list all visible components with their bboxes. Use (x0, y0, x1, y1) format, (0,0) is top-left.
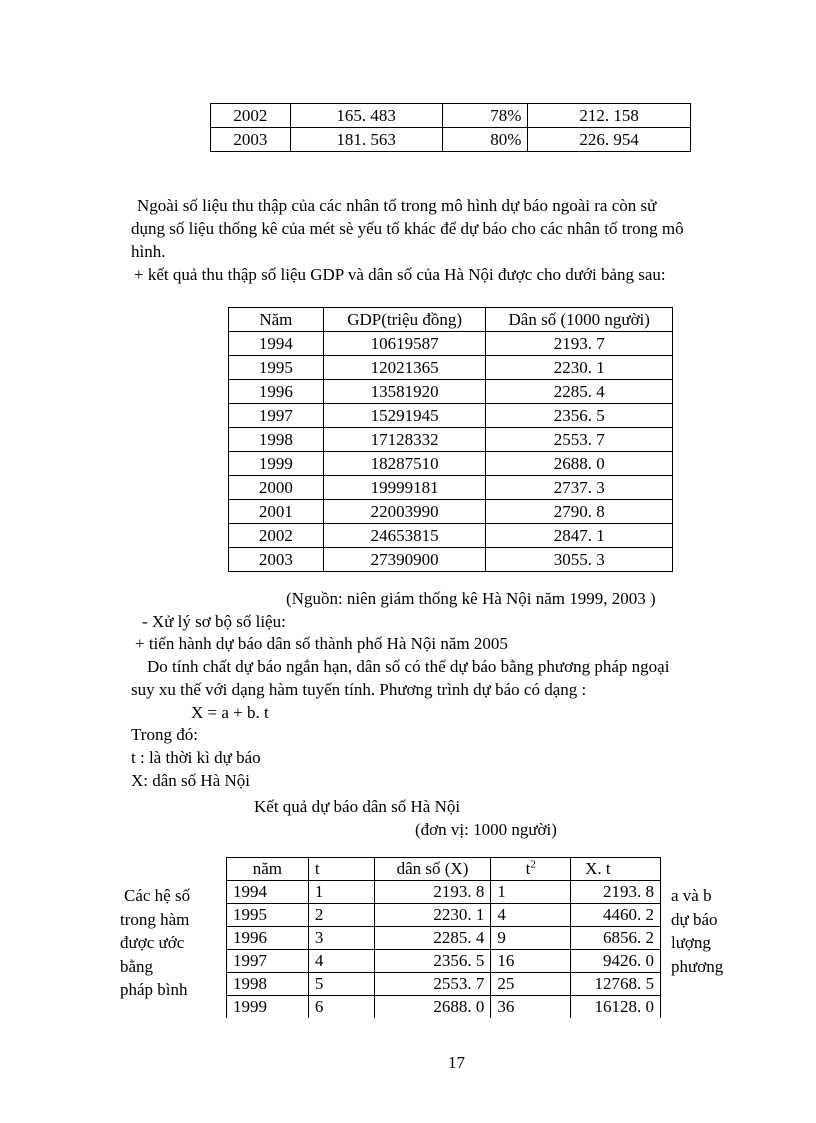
table-row (227, 927, 661, 950)
column-header: Năm (229, 308, 324, 332)
table-cell: 2737. 3 (486, 476, 673, 500)
gdp-table (228, 307, 673, 572)
forecast-table (226, 857, 661, 1018)
table-cell: 2285. 4 (486, 380, 673, 404)
table-cell: 212. 158 (528, 104, 691, 128)
table-cell: 1997 (227, 950, 309, 973)
table-cell: 1995 (227, 904, 309, 927)
table-cell: 2688. 0 (374, 996, 491, 1019)
side-line: được ước (120, 933, 185, 952)
table-cell: 1998 (229, 428, 324, 452)
text-line: + tiến hành dự báo dân số thành phố Hà Nội năm 2005 (135, 634, 508, 653)
table-row (229, 476, 673, 500)
column-header (491, 858, 571, 881)
table-cell: 10619587 (323, 332, 486, 356)
table-row (229, 332, 673, 356)
table-row (229, 380, 673, 404)
paragraph-line: Ngoài số liệu thu thập của các nhân tố trong mô hình dự báo ngoài ra còn sử (137, 196, 657, 215)
table-cell: 4460. 2 (571, 904, 661, 927)
table-cell: 2003 (229, 548, 324, 572)
text-line: t : là thời kì dự báo (131, 748, 261, 767)
table-cell: 1996 (229, 380, 324, 404)
t-squared-base: t (525, 859, 531, 878)
table-cell: 13581920 (323, 380, 486, 404)
table-cell: 2000 (229, 476, 324, 500)
side-line: a và b (671, 886, 712, 905)
table-cell: 6 (308, 996, 374, 1019)
table-row (229, 548, 673, 572)
table-cell: 17128332 (323, 428, 486, 452)
table-cell: 1998 (227, 973, 309, 996)
table-cell: 2285. 4 (374, 927, 491, 950)
table-cell: 9426. 0 (571, 950, 661, 973)
side-line: trong hàm (120, 909, 190, 929)
column-header: năm (227, 858, 309, 881)
table-cell: 2356. 5 (486, 404, 673, 428)
table-cell: 1 (308, 881, 374, 904)
table-cell: 2847. 1 (486, 524, 673, 548)
table-cell: 2553. 7 (374, 973, 491, 996)
table-row (227, 973, 661, 996)
column-header: t (308, 858, 374, 881)
table-cell: 2230. 1 (374, 904, 491, 927)
table-row (229, 524, 673, 548)
table-cell: 15291945 (323, 404, 486, 428)
table-row (227, 904, 661, 927)
table-cell: 1996 (227, 927, 309, 950)
table-cell: 2002 (211, 104, 291, 128)
table-row (229, 452, 673, 476)
table-row (229, 500, 673, 524)
table-cell: 1994 (227, 881, 309, 904)
table-row (227, 996, 661, 1019)
table-cell: 2193. 7 (486, 332, 673, 356)
table-cell: 1995 (229, 356, 324, 380)
table-cell: 19999181 (323, 476, 486, 500)
right-side-text (671, 884, 723, 978)
table-cell: 2001 (229, 500, 324, 524)
table-cell: 78% (442, 104, 528, 128)
table-cell: 16128. 0 (571, 996, 661, 1019)
table-row (211, 104, 691, 128)
table-cell: 27390900 (323, 548, 486, 572)
table-row (211, 128, 691, 152)
table-cell: 24653815 (323, 524, 486, 548)
column-header: Dân số (1000 người) (486, 308, 673, 332)
table-cell: 4 (491, 904, 571, 927)
side-line: bằng (120, 956, 154, 976)
equation: X = a + b. t (191, 703, 269, 722)
table-cell: 22003990 (323, 500, 486, 524)
table-cell: 12768. 5 (571, 973, 661, 996)
table-cell: 2193. 8 (571, 881, 661, 904)
table-cell: 2193. 8 (374, 881, 491, 904)
forecast-title: Kết quả dự báo dân số Hà Nội (254, 797, 461, 816)
side-line: phương (671, 956, 724, 976)
forecast-unit: (đơn vị: 1000 người) (415, 820, 557, 839)
paragraph-line: + kết quả thu thập số liệu GDP và dân số của Hà Nội được cho dưới bảng sau: (134, 265, 666, 284)
table-cell: 2790. 8 (486, 500, 673, 524)
table-header-row (227, 858, 661, 881)
text-line: Trong đó: (131, 725, 198, 744)
table-cell: 80% (442, 128, 528, 152)
table-cell: 36 (491, 996, 571, 1019)
table-cell: 16 (491, 950, 571, 973)
table-cell: 1999 (227, 996, 309, 1019)
table-header-row (229, 308, 673, 332)
table-cell: 6856. 2 (571, 927, 661, 950)
left-side-text (120, 884, 191, 1002)
page-number: 17 (448, 1053, 465, 1072)
table-row (229, 404, 673, 428)
side-line: pháp bình (120, 980, 188, 999)
table-cell: 181. 563 (290, 128, 442, 152)
table-row (227, 950, 661, 973)
t-squared-exponent: 2 (530, 858, 536, 871)
table-cell: 1997 (229, 404, 324, 428)
text-line: X: dân số Hà Nội (131, 771, 250, 790)
table-cell: 1999 (229, 452, 324, 476)
text-line: - Xử lý sơ bộ số liệu: (142, 612, 286, 631)
side-line: lượng (671, 933, 711, 952)
table-cell: 4 (308, 950, 374, 973)
paragraph-line: hình. (131, 242, 166, 261)
side-line: dự báo (671, 909, 718, 929)
column-header: GDP(triệu đồng) (323, 308, 486, 332)
source-note: (Nguồn: niên giám thống kê Hà Nội năm 1999, 2003 ) (286, 589, 656, 608)
text-line: suy xu thế với dạng hàm tuyến tính. Phương trình dự báo có dạng : (131, 680, 587, 699)
table-cell: 165. 483 (290, 104, 442, 128)
table-cell: 25 (491, 973, 571, 996)
table-cell: 226. 954 (528, 128, 691, 152)
table-cell: 2356. 5 (374, 950, 491, 973)
table-cell: 2003 (211, 128, 291, 152)
table-cell: 12021365 (323, 356, 486, 380)
table-cell: 3 (308, 927, 374, 950)
side-line: Các hệ số (124, 886, 191, 905)
top-table (210, 103, 691, 152)
text-line: Do tính chất dự báo ngắn hạn, dân số có thể dự báo bằng phương pháp ngoại (147, 657, 670, 676)
paragraph-line: dụng số liệu thống kê của mét sè yếu tố khác để dự báo cho các nhân tố trong mô (131, 219, 684, 238)
table-cell: 2 (308, 904, 374, 927)
table-cell: 1 (491, 881, 571, 904)
table-cell: 2002 (229, 524, 324, 548)
table-cell: 18287510 (323, 452, 486, 476)
table-cell: 1994 (229, 332, 324, 356)
table-cell: 9 (491, 927, 571, 950)
column-header: X. t (571, 858, 661, 881)
table-row (229, 428, 673, 452)
table-row (229, 356, 673, 380)
table-cell: 3055. 3 (486, 548, 673, 572)
table-cell: 5 (308, 973, 374, 996)
column-header: dân số (X) (374, 858, 491, 881)
table-row (227, 881, 661, 904)
table-cell: 2553. 7 (486, 428, 673, 452)
table-cell: 2688. 0 (486, 452, 673, 476)
table-cell: 2230. 1 (486, 356, 673, 380)
